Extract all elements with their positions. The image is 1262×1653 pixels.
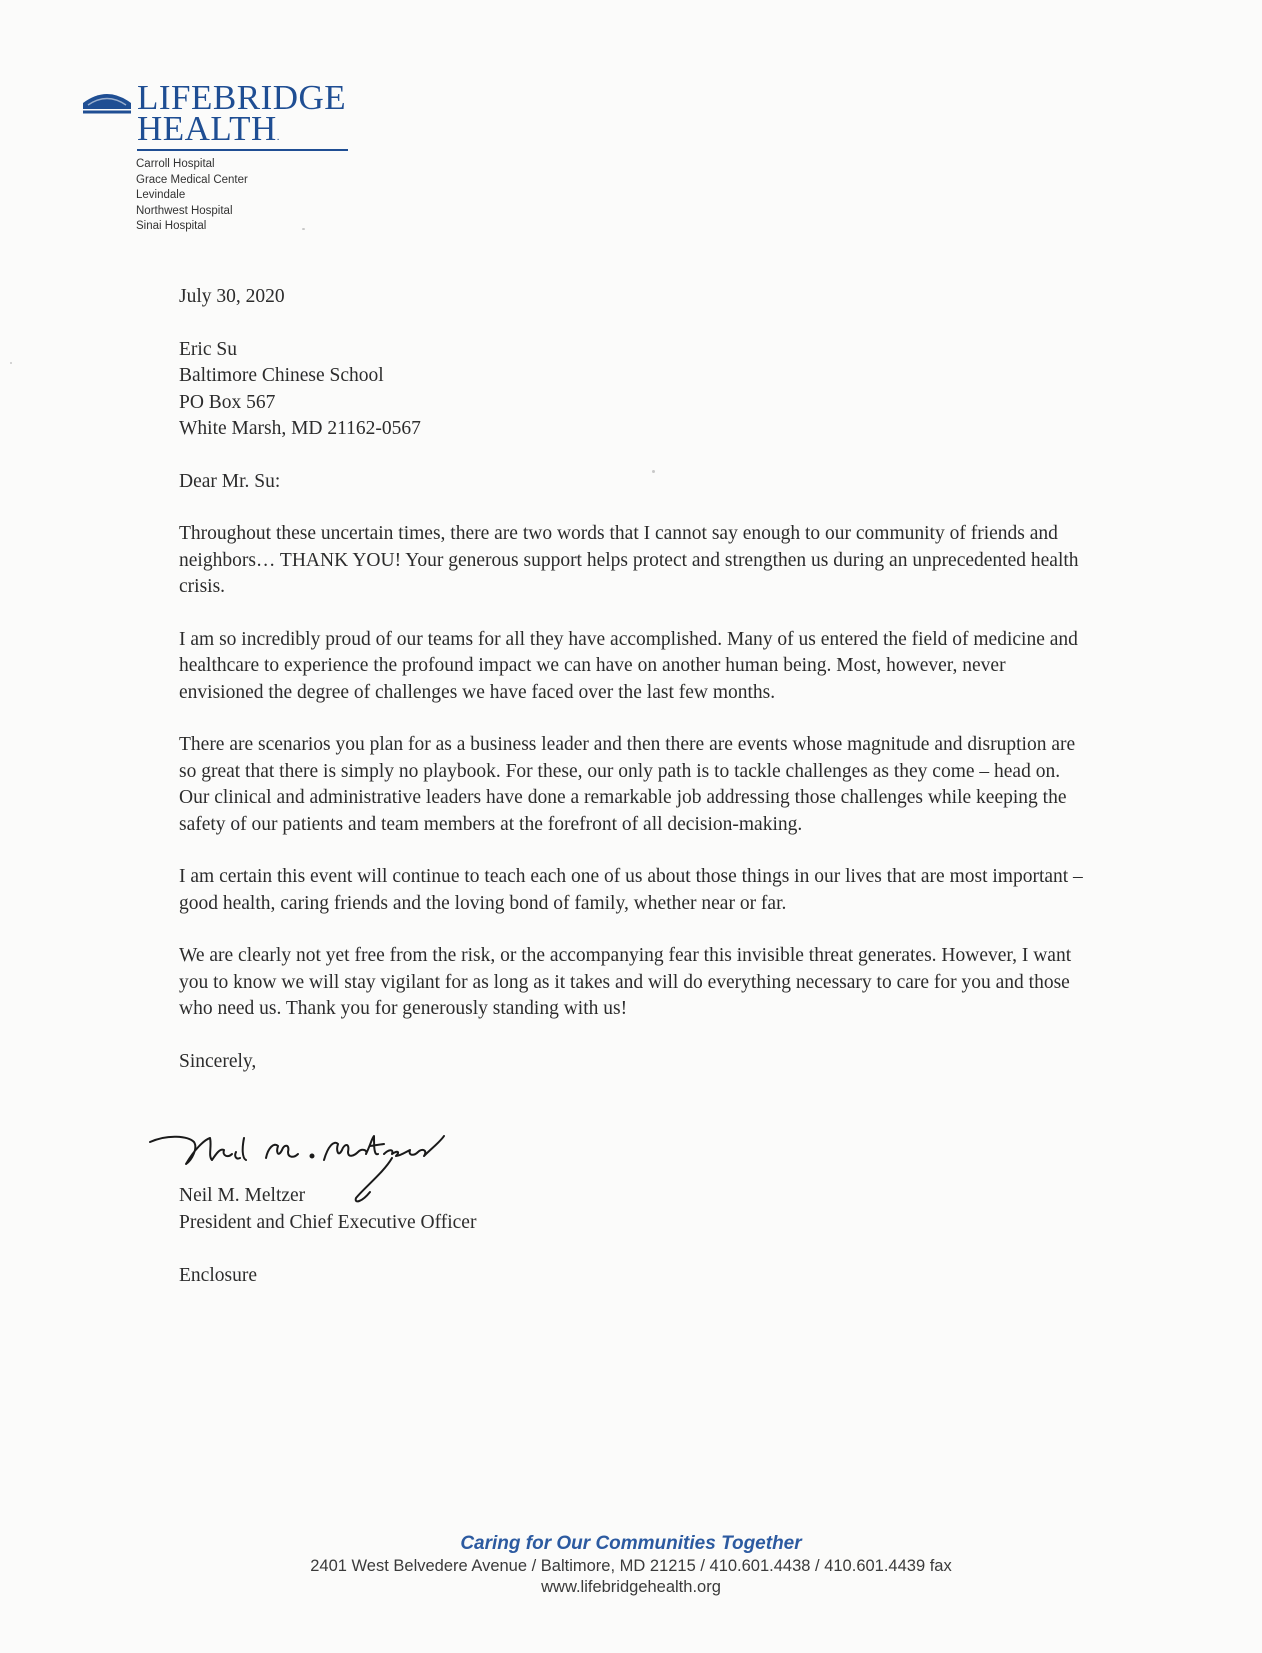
recipient-organization: Baltimore Chinese School <box>179 365 384 386</box>
logo-underline <box>137 149 348 151</box>
logo-wordmark-line2: HEALTH. <box>137 109 281 148</box>
signer-title: President and Chief Executive Officer <box>179 1211 477 1233</box>
hospital-item: Grace Medical Center <box>136 173 248 186</box>
paper-speck <box>10 362 12 364</box>
recipient-address <box>179 337 1089 443</box>
recipient-po-box: PO Box 567 <box>179 391 276 413</box>
signer-name: Neil M. Meltzer <box>179 1185 306 1206</box>
bridge-arch-icon <box>82 87 132 115</box>
body-paragraph: Throughout these uncertain times, there are two words that I cannot say enough to our community of friends and neighbors… THANK YOU! Your generous support helps protect and strengthen us during an unprecedented health crisis. <box>179 523 1079 597</box>
paper-speck <box>302 228 305 230</box>
hospital-item: Levindale <box>136 189 186 201</box>
signer-block <box>179 1183 476 1236</box>
salutation: Dear Mr. Su: <box>179 470 281 492</box>
hospital-item: Carroll Hospital <box>136 158 215 170</box>
body-paragraph: I am so incredibly proud of our teams for all they have accomplished. Many of us entered the field of medicine and healthcare to experience the profound impact we can have on another human being. Most, however, never envisioned the degree of challenges we have faced over the last few months. <box>179 628 1078 703</box>
hospital-item: Northwest Hospital <box>136 204 233 217</box>
letter-body <box>179 284 1089 1075</box>
letter-footer <box>0 1532 1262 1598</box>
recipient-city-line: White Marsh, MD 21162-0567 <box>179 418 421 439</box>
footer-tagline: Caring for Our Communities Together <box>460 1533 802 1554</box>
logo-wordmark-line1: LIFEBRIDGE <box>137 78 347 117</box>
body-paragraph: We are clearly not yet free from the risk, or the accompanying fear this invisible threat generates. However, I want you to know we will stay vigilant for as long as it takes and will do everything necessary to care for you and those who need us. Thank you for generously standing with us! <box>179 945 1072 1019</box>
paper-speck <box>652 470 655 473</box>
closing: Sincerely, <box>179 1050 257 1072</box>
letter-date: July 30, 2020 <box>179 286 285 307</box>
hospital-item: Sinai Hospital <box>136 220 207 232</box>
hospital-list <box>136 157 248 235</box>
footer-website: www.lifebridgehealth.org <box>541 1578 721 1596</box>
footer-address: 2401 West Belvedere Avenue / Baltimore, MD 21215 / 410.601.4438 / 410.601.4439 fax <box>310 1557 952 1575</box>
body-paragraph: I am certain this event will continue to teach each one of us about those things in our lives that are most important – good health, caring friends and the loving bond of family, whether near or far. <box>179 866 1083 914</box>
enclosure-note: Enclosure <box>179 1265 257 1286</box>
body-paragraph: There are scenarios you plan for as a business leader and then there are events whose magnitude and disruption are so great that there is simply no playbook. For these, our only path is to tackle challenges as they come – head on. Our clinical and administrative leaders have done a remarkable job addressing those challenges while keeping the safety of our patients and team members at the forefront of all decision-making. <box>179 734 1076 835</box>
recipient-name: Eric Su <box>179 338 237 360</box>
